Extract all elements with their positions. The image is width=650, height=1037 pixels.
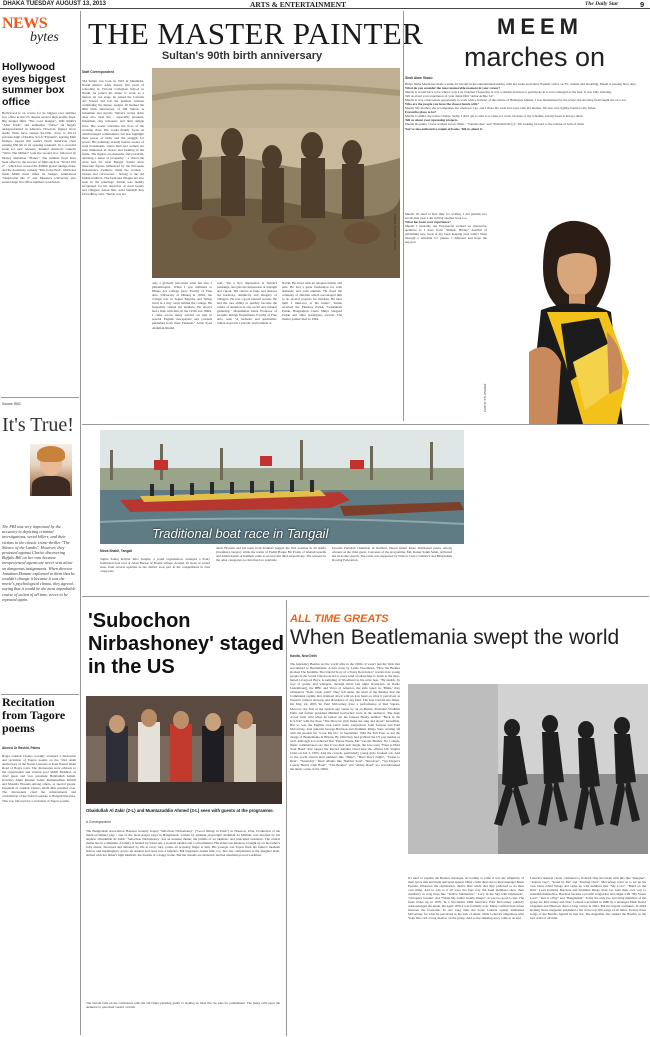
portrait-photo (30, 444, 72, 496)
subhead: Sultan's 90th birth anniversary (161, 50, 323, 62)
meem-feature (405, 12, 649, 424)
programme-photo (86, 696, 282, 804)
article-col-3: Upazila Parishad Chairman in Kalihati, Hasan Imam Khan distributed prizes among winners as the chief guest. Convener of the programme, Md. Kaiser Saikh Saleh, delivered the welcome speech. The event was supported by Walton, Cute Cosmetics and Bangladesh Rowing Federation. (332, 546, 452, 563)
article-col-3: said, "On a first impression at Sultan's paintings, one gets the impression of strength and vigour. His canvas is huge and denotes the harmony, simplicity and integrity of villagers. He was a good natured secular. He had the rare ability to quickly become the centre of attention in any social and cultural gathering." Mohammad Ismai Professor of Graphic Design Department, Faculty of Fine Arts, said, "A bachelor and spiritualist, Sultan stayed in a bucolic environment at (217, 281, 277, 326)
banner: ALL TIME GREATS (290, 613, 389, 625)
qa-answer: Meem: Comilla, my native village. Sadly, I don't get to visit it as often as I want, because of my schedule, but my heart is always there. (405, 114, 584, 119)
its-true-title: It's True! (2, 414, 74, 436)
page-number: 9 (640, 0, 645, 9)
bytes-kicker: bytes (30, 30, 59, 45)
qa-answer: Meem: My mother; she accompanies me wherever I go, and I share my weal and woes with my mother. I'm also very tightly-bound to my father. (405, 106, 597, 111)
headline: When Beatlemania swept the world (290, 626, 620, 649)
meem-photo (489, 212, 649, 424)
portrait-illustration (489, 212, 649, 424)
photo-credit: PHOTO: STL ASHRAF (483, 383, 487, 412)
divider (82, 596, 649, 597)
photo-credit: PHOTO: NADIR ALI MAMUN (393, 213, 397, 250)
byline: Ahmed Ur Rashid, Pabna (2, 746, 41, 750)
qa-answer: Meem: It's hard to find time for writing. I did publish two novels this year. I am writing another book too. (405, 212, 487, 221)
byline: Kavita, New Delhi (290, 654, 318, 658)
beatles-photo (408, 684, 648, 854)
meem-subtitle: marches on (463, 42, 606, 72)
article-col-1: Sigma Samaj Kalyan Jubo Sangha, a youth organisation, arranged a lively traditional boat race at Jatali Bazaar of Boalia village. Around 10 boats of varied sizes from several upazilas in the district took part in the competitions in four categories. (100, 557, 210, 574)
masthead (0, 0, 650, 9)
painting-illustration (152, 68, 400, 278)
photo-overlay-title: Traditional boat race in Tangail (152, 526, 329, 541)
qa-question: Who are the people you have the closest bonds with? (405, 102, 479, 107)
article-col-2: Amir Hossain and his team from Kalihati bagged the first position in 50 shaffa (boatmen) category while the teams of Fazlul Haque Bir Protik of Ghatail upazila and Abdul Karim of Kalihati came as second and third respectively. The winners in the other categories too had much to celebrate. (216, 546, 326, 563)
article-col-4: Narail. He lived with an adopted family and pets. He had a great fascination for both domestic and wild animals. He fixed the company of children which encouraged him to do several projects for children. He later built a mini-zoo at his home." Sultan received the Ekushey Padak, Swadhinata Padak, Bangladesh Charu Shilpi Sangsad Padak and other prestigious awards. The master painter died in 1994. (282, 281, 342, 322)
painting-photo (152, 68, 400, 278)
qa-question: What has been your experience? (405, 220, 451, 225)
caption-credit: A Correspondent (86, 820, 111, 824)
headline: Recitation from Tagore poems (2, 695, 66, 735)
article-col-3: Lennon's musical career continued to flourish after the break with hits like "Imagine", "Jealous Guy", "Stand by Me" and "Starting Over". McCartney went on to set up his own band called Wings and came up with numbers like "My Love", "Band on the Run". Lead Guitarist Harrison and drummer Ringo Starr too went their own way to establish themselves. Harrison became a prolific songwriter and singer with "My Sweet Lord", "Isn't it a Pity" and "Bangladesh". Today the only two surviving members of the group are McCartney and Starr. Lennon was killed in 1980 by a deranged Mark David Chapman and Harrison died of lung cancer in 2001. But the legend continues. In 2004 Rolling Stone magazine published a list of the top 500 songs of all times. Twenty three songs of the Beatles figured in that list. The magazine also ranked the Beatles as the best artist of all time. (530, 876, 646, 921)
meem-interview (405, 82, 645, 212)
article-col-1: The legendary Beatles set the world afire in the 1960s. It wasn't just the West that succumbed to Beatlemania. A new book by Leslie Woodhead, "How the Beatles Rocked The Kremlin: The Untold Story of a Noisy Revolution" reveals how young people in the Soviet Union reacted to every kind of subterfuge to listen to the mop-haired Liverpool Boys. A sampling of Woodhead as his write hear. "By stealth, by way of gossip and whispers, through illicit late night broadcasts on Radio Luxembourg, the BBC and Voice of America, the kids tuned in. 'Bitles,' they whispered, 'Yeah, yeah, yeah!' They fell under the spell of the Beatles that the Communist regime that clamped down with an iron hand on what it perceived as Western cultural invasion and dissidence of any kind. The Iron Curtain has fallen. On May 24, 2003 Sir Paul McCartney gave a performance at Red Square, Moscow, the first at the nuclear-age venue by an ex-Beatle. President Vladimir Putin and former president Mikhail Gorbachev were in the audience. The huge crowd went wild when he belted out the famous Beatly number "Back in the U.S.S.R" with the lines "The Moscow girls make me sing and shout" Incredible. But so was the English rock band; main songwriters John Lennon and Paul McCartney, lead guitarist George Harrison and drummer Ringo Starr, starting off with the modest hit "Love Me Do" in September 1962 the Fab Four as led the charge of Beatlemania in Britain. By 1964 they had grabbed the US pop market as well. Although it is believed that "Please Please Me" was the Beatles' No 1 single, music commentators say that it was their next single, the love song "Want to Hold Your Hand" that topped the Record Retailer Chart-later the official UK Singles Chart-on Jan 2, 1963. And the crowds, particularly young girls, freaked out. And so the world started their numbers like "Help!", "Hard Day's Night", "Ticket to Ride", "Yesterday". Their albums like "Rubber Soul", "Revolver", "Sgt Pepper's Lonely Hearts Club Band", "The Beatles" and "Abbey Road" too revolutionised the music scene of the 1960s. (290, 662, 400, 772)
column-rule (286, 600, 287, 1036)
qa-answer: Meem: Recently, I have worked in two films - "Sonalee Aks" and "Pritiidii Patti (s)". I'm looking forward to the release of both of them. (405, 122, 585, 127)
dateline: DHAKA TUESDAY AUGUST 13, 2013 (3, 1, 106, 7)
meem-title: MEEM (497, 14, 583, 39)
article-col-1: SM Sultan was born in 1923 in Masimdia, Narail district. After merely five years of schooling in Victoria Collegiate School in Narail, he joined his father to work as a mason. At one stage, he joined the Calcutta Art School but left the institute without completing his degree. August 10 marked the 90th birth anniversary of SM Sultan. A bohemian and mystic, Sultan's works delve deep into rural life - especially peasants, fishermen, day labourers and their simple lives. His works articulate the lives of the working class. His works mainly focus on disadvantaged communities, but also highlight their power of unity and the struggle for power. His paintings usually feature scenes of rural households, where men and women are seen immersed in chores and farming in the fields. The figures are muscular and powerful, denoting a sense of prosperity - a vision the artist had for rural Bengal. Sultan drew muscular figures influenced by the European Renaissance tradition, while the women - feature and curvaceous - belong to the old Indian tradition. The farm and villages are also seen in the paintings. Sultan was mainly recognised for his depiction of rural beauty and villagers. About him, artist Samarjit Roy Chowdhury said, "Sultan was not (82, 79, 144, 197)
qa-question: Favourite place to be? (405, 110, 437, 115)
byline: Staff Correspondent (82, 70, 114, 74)
programme-illustration (86, 696, 282, 804)
headline: THE MASTER PAINTER (88, 16, 423, 51)
qa-answer: Meem: It would have to be when I won Lux Channel i Superstar. It was a sudden decision to participate in it, but I emerged as the best. It was truly amazing. (405, 90, 612, 95)
article-col-1: The Bangladesh Association Houston recently staged "Subochon Nirbashoney" ("Good tidings in Exile") in Houston, USA. Production of the much-acclaimed play - one of the most-staged plays in Bangladesh, written by eminent playwright Abdullah Al Mamun, was directed by his nephew Obaidullah Al Zakir. "Subochon Nirbashoney" has an unusual theme; the pitfalls of an idealistic and principled existence. The central theme lies in a dilemma. A family is headed by Sabur Ali, a staunch idealist and a schoolmaster. His eldest son Khokon, brought up on his father's lofty ideals, disowned and defeated by life at every turn, points an accusing finger at him. His younger son Topon finds his father's idealism hollow and meaningless; grows up student and turns into a hijacker. But happiness eludes him, too. The last complainant is the daughter Rani. Armed with her father's high idealism, the dreams of a happy home. But her dreams are shattered, and her idealism proved worthless. (86, 829, 280, 858)
source: Source: BBC (2, 402, 22, 406)
article-col-2: It's hard to explain the Beatles mystique. According to some it was the simplicity of their lyrics that lent them universal appeal. Other credit their rise to their manager Brian Epstein. Whatever the explanation, there's little doubt that they preferred to do their own thing. And to add to it all were the fans way the band members show their chemistry in song lines like "Yellow Submarine", "Lucy in the Sky with Diamonds", "Octopus's Garden" and "While My Guitar Gently Weeps". It was too good to last. The band broke up in 1970. In a November 1969 interview Paul McCartney publicly acknowledged the break. On April 1970 it was formally over. Many conflicts had arisen between the foursome. In one song after the book, Lennon openly lambasted McCartney for what he perceived as his lack of talent, while Lennon's ubiquitous wife Yoko Ono cast a long shadow on the group. And so the amazing story came to an end. (408, 876, 524, 921)
beatles-illustration (408, 684, 648, 854)
qa-answer: Meem: I basically use Eid-special worked on characters, audience it. I have from "Shahdo Hriday" heartful of publishing new book at my been keeping pied lately! Went through a schedule for planes. I different and hope the enjoyed. (405, 224, 487, 245)
column-rule (403, 11, 404, 421)
news-bytes (2, 12, 78, 412)
divider (1, 397, 79, 398)
qa-question: You've also authored a couple of books. Tell us about it. (405, 126, 483, 131)
divider (82, 424, 649, 425)
headline: 'Subochon Nirbashoney' staged in the US (88, 610, 284, 678)
column-rule (80, 11, 81, 1035)
qa-answer: Bidya Sinha Meem has made a name for herself in the entertainment media, with her looks and talent. Equally active on TV, cinema and modeling, Meem is passing busy days. (405, 82, 637, 86)
article-body: Bogra Lekhok Chokro recently arranged a discussion and recitation of Tagore poems on the 72nd death anniversary of the Nobel Laureate at Kazi Nazrul Islam Road of Bogra town. The discussants were advisers to the organisation and veteran poet Shibli Mokhtar, as chief guest and vice president Habibullah Ismail, secretary Amin Moulan Sohel, Mamunadmar Kibbdi and Mustafa Hossain among others, as special guests. President of Lekhok Chokro Islam Mia presided over. The discussants cited the achievements and contribution of the Nobel Laureate to Bengali literature. This was followed by a recitation of Tagore poems. (2, 754, 76, 803)
subochon (82, 600, 282, 1036)
byline: Mirza Shakil, Tangail (100, 549, 133, 553)
photo-caption: Obaidullah Al Zakir (2-L) and Mumtazuddin Ahmed (3-L) seen with guests at the programme. (86, 808, 274, 813)
qa-answer: Tell us about your experience of your debut film "Amar Achhe Jol". (405, 94, 495, 99)
section-name: ARTS & ENTERTAINMENT (250, 0, 347, 9)
qa-answer: Meem: It was a marvelous opportunity to work with a stalwart of the stature of Humayun Ahmed. I was mesmerised by the script; the shooting field taught me a lot too. (405, 98, 627, 103)
article-col-2: The curtain falls on the continuous with the old father pleading guilty to leading an ideal life; he asks for punishment. The judge calls upon the audience to pass their verdict on him. (86, 1001, 280, 1010)
qa-question: What do you consider the most memorable moment in your career? (405, 86, 501, 91)
its-true (2, 402, 78, 692)
article-body: Hollywood is on course for its biggest ever summer box office in the US despite several high-profile flops. Big budget films "The Lone Ranger", Will Smith's "After Earth" and animation "Turbo" all hugely underperformed in America. However, figures show studio films have earned $4.15bn, close to 2011's previous high of $4.4bn. Sci-fi "Elysium", starring Matt Damon, topped this week's North American chart earning $30.5m in its opening weekend. In a crowded week for new releases, Jennifer Aniston's comedy "We're The Millers" took the second slot, followed by Disney animation "Planes". The summer flops have been offset by the success of films such as "World War Z" - which has crossed the $500m global takings mark, and the doomsday comedy "This Is the End", which has made $94m three times its budget. Animations "Despicable Me 2" and Monsters University also earned huge box office numbers worldwide. (2, 111, 76, 184)
meem-interview-wrap (405, 212, 487, 352)
recitation (2, 696, 78, 1036)
byline: Shah Alam Shazu (405, 76, 433, 80)
its-true-body: The FBI was very impressed by the accuracy in depicting criminal investigations, serial killers, and their victims in the classic crime-thriller "The Silence of the Lambs". However, they protested against Clarice discovering Buffalo Bill on her own because inexperienced agents are never sent alone on dangerous assignments. When director Jonathan Demme explained to them that he wouldn't change it because it was the movie's psychological climax, they agreed, saying that it would be the most improbable course of action of all time, never to be repeated again. (2, 524, 76, 602)
paper-name: The Daily Star (585, 1, 619, 7)
boat-race (82, 426, 482, 591)
beatlemania (290, 600, 650, 1037)
news-kicker: NEWS (2, 15, 48, 32)
qa-question: Tell us about your upcoming projects. (405, 118, 459, 123)
headline: Hollywood eyes biggest summer box office (2, 61, 66, 108)
article-col-2: only a globally renowned artist but also a philanthropist. When I was admitted to Dhaka Art College (now Faculty of Fine Arts, University of Dhaka) in 1950s, the college was in Segun Bagicha and Sultan lived in a tiny room behind the college. He frequently visited the institute. He always had a flute with him. In the 1950s and 1960s, I came across many articles on him in several English newspapers and journals published from West Pakistan." Artist Syed Abdullah Khalid (152, 281, 212, 330)
